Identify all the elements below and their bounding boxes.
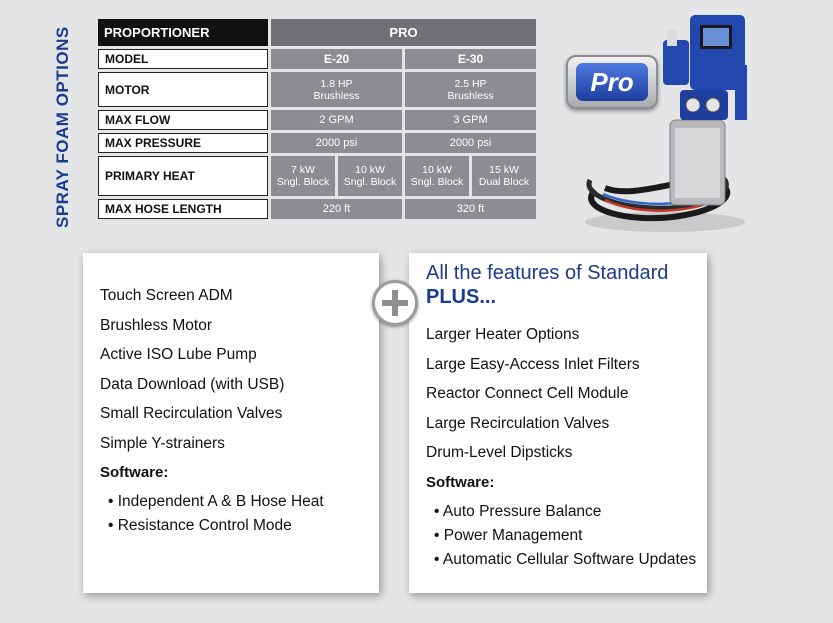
- spec-table: [95, 16, 539, 222]
- max-hose-e20: 220 ft: [271, 199, 402, 219]
- model-e20: E-20: [271, 49, 402, 69]
- pro-features-card: [409, 253, 707, 593]
- primary-heat-cell: [338, 156, 402, 196]
- heat-block: Dual Block: [478, 176, 530, 188]
- primary-heat-cell: [472, 156, 536, 196]
- standard-software-item: • Independent A & B Hose Heat: [108, 493, 324, 510]
- primary-heat-cell: [271, 156, 335, 196]
- max-pressure-e20: 2000 psi: [271, 133, 402, 153]
- pro-heading: [426, 261, 668, 309]
- standard-feature-list: [100, 281, 324, 538]
- pro-heading-plus: PLUS...: [426, 286, 497, 308]
- standard-feature-item: Small Recirculation Valves: [100, 405, 283, 422]
- row-label-max-hose-length: MAX HOSE LENGTH: [98, 199, 268, 219]
- pro-heading-line1: All the features of Standard: [426, 262, 669, 284]
- pro-feature-item: Large Easy-Access Inlet Filters: [426, 355, 640, 373]
- header-pro: PRO: [271, 19, 536, 46]
- heat-block: Sngl. Block: [410, 176, 464, 188]
- standard-feature-item: Touch Screen ADM: [100, 287, 233, 304]
- pro-software-label: Auto Pressure Balance: [442, 502, 602, 520]
- pro-feature-item: Larger Heater Options: [426, 326, 580, 343]
- motor-e20-hp: 1.8 HP: [320, 77, 353, 90]
- max-flow-e20: 2 GPM: [271, 110, 402, 130]
- plus-icon: [372, 280, 418, 326]
- pro-software-label: Power Management: [443, 526, 583, 544]
- heat-block: Sngl. Block: [343, 176, 397, 188]
- standard-features-card: [83, 253, 379, 593]
- standard-feature-item: Simple Y-strainers: [100, 434, 225, 452]
- heat-kw: 10 kW: [422, 164, 452, 176]
- pro-feature-item: Large Recirculation Valves: [426, 414, 610, 432]
- standard-software-label: Resistance Control Mode: [117, 517, 292, 534]
- motor-e30-type: Brushless: [447, 89, 494, 102]
- motor-e30-hp: 2.5 HP: [454, 77, 487, 90]
- motor-e30: [405, 72, 536, 107]
- standard-software-title: Software:: [100, 464, 169, 481]
- heat-block: Sngl. Block: [276, 176, 330, 188]
- proportioner-machine-image: [575, 10, 750, 235]
- pro-software-item: • Automatic Cellular Software Updates: [434, 550, 697, 568]
- heat-kw: 10 kW: [355, 164, 385, 176]
- pro-software-title: Software:: [426, 473, 495, 491]
- side-title: SPRAY FOAM OPTIONS: [53, 26, 72, 228]
- standard-software-item: • Resistance Control Mode: [108, 517, 292, 534]
- row-label-primary-heat: PRIMARY HEAT: [98, 156, 268, 196]
- row-label-motor: MOTOR: [98, 72, 268, 107]
- pro-feature-item: Drum-Level Dipsticks: [426, 444, 573, 461]
- row-label-max-flow: MAX FLOW: [98, 110, 268, 130]
- pro-feature-list: [426, 320, 696, 572]
- pro-software-item: • Auto Pressure Balance: [434, 502, 602, 520]
- standard-feature-item: Active ISO Lube Pump: [100, 346, 257, 363]
- heat-kw: 15 kW: [489, 164, 519, 176]
- standard-feature-item: Data Download (with USB): [100, 375, 285, 393]
- heat-kw: 7 kW: [291, 164, 315, 176]
- row-label-model: MODEL: [98, 49, 268, 69]
- max-flow-e30: 3 GPM: [405, 110, 536, 130]
- primary-heat-cell: [405, 156, 469, 196]
- header-proportioner: PROPORTIONER: [98, 19, 268, 46]
- model-e30: E-30: [405, 49, 536, 69]
- pro-badge-label: Pro: [576, 63, 648, 101]
- max-pressure-e30: 2000 psi: [405, 133, 536, 153]
- pro-software-label: Automatic Cellular Software Updates: [442, 550, 697, 568]
- standard-software-label: Independent A & B Hose Heat: [117, 493, 324, 510]
- motor-e20-type: Brushless: [313, 89, 360, 102]
- pro-feature-item: Reactor Connect Cell Module: [426, 385, 629, 402]
- pro-software-item: • Power Management: [434, 526, 583, 544]
- standard-feature-item: Brushless Motor: [100, 316, 212, 334]
- plus-icon-glyph: [375, 283, 415, 323]
- row-label-max-pressure: MAX PRESSURE: [98, 133, 268, 153]
- motor-e20: [271, 72, 402, 107]
- max-hose-e30: 320 ft: [405, 199, 536, 219]
